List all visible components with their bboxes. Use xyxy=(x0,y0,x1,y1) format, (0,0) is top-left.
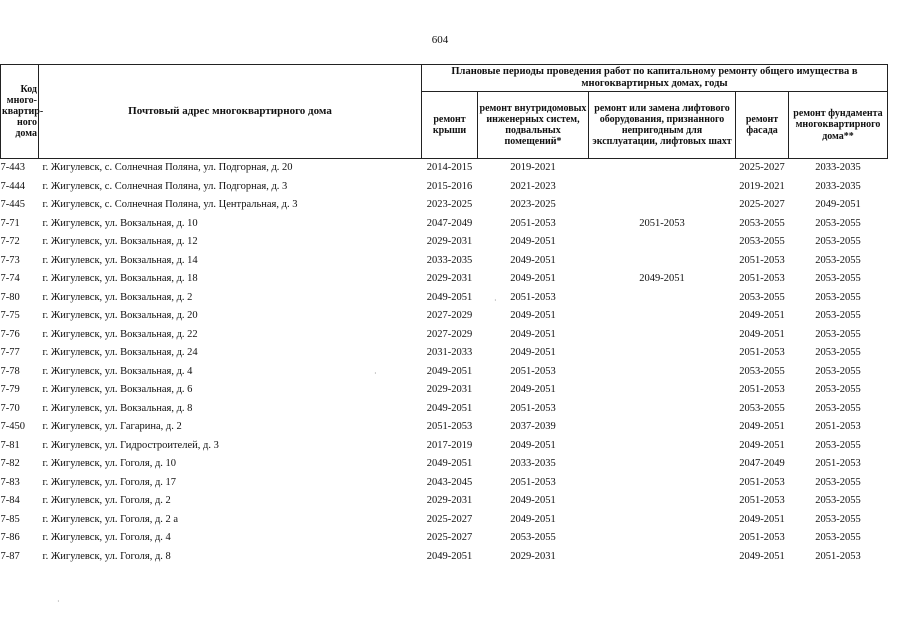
table-row xyxy=(1,252,888,271)
cell-elevator xyxy=(589,418,736,437)
cell-code: 7-84 xyxy=(0,495,20,506)
cell-elevator xyxy=(589,196,736,215)
header-code-line: Код xyxy=(20,83,37,95)
cell-foundation: 2053-2055 xyxy=(815,328,861,340)
cell-systems: 2049-2051 xyxy=(510,328,556,340)
cell-facade: 2025-2027 xyxy=(739,199,785,210)
cell-elevator xyxy=(589,492,736,511)
cell-code: 7-445 xyxy=(0,199,25,210)
cell-roof: 2047-2049 xyxy=(426,217,473,229)
cell-address: г. Жигулевск, с. Солнечная Поляна, ул. Подгорная, д. 20 xyxy=(42,162,293,173)
table-row xyxy=(1,418,888,437)
header-code-line: квартир- xyxy=(2,105,44,117)
header-code xyxy=(1,65,44,159)
cell-roof: 2025-2027 xyxy=(426,532,473,543)
cell-foundation: 2053-2055 xyxy=(815,347,861,358)
cell-systems: 2051-2053 xyxy=(510,402,556,414)
cell-facade: 2051-2053 xyxy=(739,532,785,543)
cell-code: 7-79 xyxy=(0,384,20,395)
scan-speck: · xyxy=(57,597,60,606)
cell-roof: 2029-2031 xyxy=(426,384,473,395)
cell-roof: 2025-2027 xyxy=(426,513,473,525)
cell-systems: 2037-2039 xyxy=(510,421,556,432)
cell-systems: 2049-2051 xyxy=(510,439,556,451)
cell-foundation: 2053-2055 xyxy=(815,402,861,414)
table-row xyxy=(1,233,888,252)
cell-facade: 2049-2051 xyxy=(739,310,785,321)
cell-code: 7-73 xyxy=(0,254,20,266)
cell-address: г. Жигулевск, ул. Вокзальная, д. 22 xyxy=(42,328,198,340)
table-row xyxy=(1,344,888,363)
cell-elevator xyxy=(589,381,736,400)
header-foundation: ремонт фундамента многоквартирного дома** xyxy=(789,92,888,159)
capital-repair-table xyxy=(0,64,888,566)
cell-address: г. Жигулевск, ул. Вокзальная, д. 12 xyxy=(42,236,198,247)
cell-facade: 2049-2051 xyxy=(739,513,785,525)
table-row xyxy=(1,289,888,308)
cell-facade: 2047-2049 xyxy=(739,458,785,469)
cell-systems: 2049-2051 xyxy=(510,310,556,321)
cell-elevator xyxy=(589,529,736,548)
cell-foundation: 2053-2055 xyxy=(815,291,861,303)
cell-foundation: 2053-2055 xyxy=(815,384,861,395)
cell-roof: 2049-2051 xyxy=(426,458,473,469)
header-facade: ремонт фасада xyxy=(736,92,789,159)
cell-address: г. Жигулевск, ул. Гоголя, д. 2 а xyxy=(42,513,179,525)
cell-elevator xyxy=(589,344,736,363)
cell-elevator: 2051-2053 xyxy=(639,217,685,229)
table-row xyxy=(1,363,888,382)
cell-roof: 2014-2015 xyxy=(426,162,473,173)
cell-address: г. Жигулевск, ул. Гидростроителей, д. 3 xyxy=(42,439,219,451)
header-address: Почтовый адрес многоквартирного дома xyxy=(39,65,422,159)
cell-foundation: 2051-2053 xyxy=(815,458,861,469)
cell-address: г. Жигулевск, ул. Вокзальная, д. 20 xyxy=(42,310,198,321)
table-row xyxy=(1,400,888,419)
cell-code: 7-74 xyxy=(0,273,20,284)
table-row xyxy=(1,455,888,474)
scan-speck: · xyxy=(494,296,497,305)
cell-foundation: 2053-2055 xyxy=(815,310,861,321)
cell-code: 7-75 xyxy=(0,310,20,321)
cell-code: 7-76 xyxy=(0,328,20,340)
cell-roof: 2049-2051 xyxy=(426,402,473,414)
cell-facade: 2053-2055 xyxy=(739,402,785,414)
cell-foundation: 2053-2055 xyxy=(815,217,861,229)
cell-address: г. Жигулевск, ул. Гагарина, д. 2 xyxy=(42,421,182,432)
cell-code: 7-71 xyxy=(0,217,20,229)
cell-elevator xyxy=(589,159,736,178)
cell-facade: 2049-2051 xyxy=(739,328,785,340)
cell-foundation: 2053-2055 xyxy=(815,273,861,284)
table-row xyxy=(1,159,888,178)
cell-foundation: 2053-2055 xyxy=(815,439,861,451)
cell-address: г. Жигулевск, ул. Вокзальная, д. 6 xyxy=(42,384,193,395)
cell-facade: 2019-2021 xyxy=(739,180,785,192)
header-elevator: ремонт или замена лифтового оборудования, признанного непригодным для эксплуатации, лифтовых шахт xyxy=(589,92,736,159)
table-row xyxy=(1,381,888,400)
cell-roof: 2043-2045 xyxy=(426,476,473,488)
table-row xyxy=(1,178,888,197)
header-code-line: дома xyxy=(15,128,37,140)
cell-elevator xyxy=(589,511,736,530)
cell-foundation: 2051-2053 xyxy=(815,421,861,432)
cell-foundation: 2049-2051 xyxy=(815,199,861,210)
cell-address: г. Жигулевск, ул. Гоголя, д. 8 xyxy=(42,550,171,562)
cell-address: г. Жигулевск, ул. Вокзальная, д. 10 xyxy=(42,217,198,229)
cell-facade: 2053-2055 xyxy=(739,291,785,303)
table-row xyxy=(1,437,888,456)
cell-elevator xyxy=(589,474,736,493)
cell-roof: 2029-2031 xyxy=(426,236,473,247)
cell-code: 7-83 xyxy=(0,476,20,488)
cell-address: г. Жигулевск, ул. Вокзальная, д. 24 xyxy=(42,347,198,358)
table-row xyxy=(1,511,888,530)
table-row xyxy=(1,548,888,567)
cell-elevator xyxy=(589,326,736,345)
cell-code: 7-70 xyxy=(0,402,20,414)
cell-systems: 2021-2023 xyxy=(510,180,556,192)
cell-systems: 2049-2051 xyxy=(510,254,556,266)
cell-address: г. Жигулевск, ул. Вокзальная, д. 2 xyxy=(42,291,193,303)
cell-roof: 2029-2031 xyxy=(426,495,473,506)
cell-systems: 2049-2051 xyxy=(510,273,556,284)
cell-facade: 2051-2053 xyxy=(739,384,785,395)
cell-foundation: 2053-2055 xyxy=(815,236,861,247)
cell-systems: 2029-2031 xyxy=(510,550,556,562)
table-row xyxy=(1,196,888,215)
cell-elevator xyxy=(589,437,736,456)
cell-address: г. Жигулевск, ул. Гоголя, д. 2 xyxy=(42,495,171,506)
header-group-periods: Плановые периоды проведения работ по капитальному ремонту общего имущества в многоквартирных домах, годы xyxy=(422,65,888,92)
cell-foundation: 2053-2055 xyxy=(815,532,861,543)
table-row xyxy=(1,529,888,548)
cell-systems: 2049-2051 xyxy=(510,513,556,525)
cell-systems: 2051-2053 xyxy=(510,476,556,488)
cell-foundation: 2053-2055 xyxy=(815,254,861,266)
cell-facade: 2051-2053 xyxy=(739,347,785,358)
cell-address: г. Жигулевск, ул. Гоголя, д. 17 xyxy=(42,476,177,488)
cell-facade: 2051-2053 xyxy=(739,254,785,266)
cell-foundation: 2053-2055 xyxy=(815,365,861,377)
cell-code: 7-450 xyxy=(0,421,25,432)
cell-systems: 2051-2053 xyxy=(510,217,556,229)
cell-roof: 2033-2035 xyxy=(426,254,473,266)
cell-elevator xyxy=(589,289,736,308)
table-row xyxy=(1,492,888,511)
cell-foundation: 2051-2053 xyxy=(815,550,861,562)
cell-systems: 2049-2051 xyxy=(510,236,556,247)
cell-foundation: 2053-2055 xyxy=(815,495,861,506)
cell-elevator xyxy=(589,363,736,382)
cell-address: г. Жигулевск, ул. Вокзальная, д. 8 xyxy=(42,402,193,414)
cell-facade: 2049-2051 xyxy=(739,550,785,562)
cell-foundation: 2033-2035 xyxy=(815,162,861,173)
cell-code: 7-78 xyxy=(0,365,20,377)
cell-address: г. Жигулевск, с. Солнечная Поляна, ул. Подгорная, д. 3 xyxy=(42,180,288,192)
cell-systems: 2053-2055 xyxy=(510,532,556,543)
cell-roof: 2015-2016 xyxy=(426,180,473,192)
cell-systems: 2049-2051 xyxy=(510,384,556,395)
cell-elevator xyxy=(589,548,736,567)
cell-foundation: 2053-2055 xyxy=(815,476,861,488)
table-row xyxy=(1,270,888,289)
cell-facade: 2049-2051 xyxy=(739,439,785,451)
cell-systems: 2049-2051 xyxy=(510,495,556,506)
cell-systems: 2051-2053 xyxy=(510,291,556,303)
cell-facade: 2049-2051 xyxy=(739,421,785,432)
table-body xyxy=(1,159,888,567)
cell-address: г. Жигулевск, ул. Вокзальная, д. 14 xyxy=(42,254,198,266)
cell-roof: 2029-2031 xyxy=(426,273,473,284)
header-roof: ремонт крыши xyxy=(422,92,478,159)
header-systems: ремонт внутридомовых инженерных систем, подвальных помещений* xyxy=(478,92,589,159)
cell-address: г. Жигулевск, ул. Вокзальная, д. 4 xyxy=(42,365,193,377)
cell-facade: 2053-2055 xyxy=(739,365,785,377)
cell-roof: 2017-2019 xyxy=(426,439,473,451)
cell-systems: 2033-2035 xyxy=(510,458,556,469)
cell-code: 7-81 xyxy=(0,439,20,451)
cell-elevator xyxy=(589,455,736,474)
cell-facade: 2053-2055 xyxy=(739,217,785,229)
cell-elevator: 2049-2051 xyxy=(639,273,685,284)
cell-foundation: 2033-2035 xyxy=(815,180,861,192)
cell-foundation: 2053-2055 xyxy=(815,513,861,525)
cell-code: 7-80 xyxy=(0,291,20,303)
page-number: 604 xyxy=(431,34,449,46)
cell-address: г. Жигулевск, ул. Вокзальная, д. 18 xyxy=(42,273,198,284)
cell-address: г. Жигулевск, ул. Гоголя, д. 10 xyxy=(42,458,177,469)
cell-roof: 2051-2053 xyxy=(426,421,473,432)
cell-facade: 2025-2027 xyxy=(739,162,785,173)
cell-code: 7-87 xyxy=(0,550,20,562)
scan-speck: · xyxy=(374,369,377,378)
table-row xyxy=(1,307,888,326)
header-code-line: ного xyxy=(16,117,37,129)
cell-facade: 2051-2053 xyxy=(739,495,785,506)
cell-code: 7-444 xyxy=(0,180,25,192)
header-code-lines xyxy=(2,83,44,140)
cell-roof: 2031-2033 xyxy=(426,347,473,358)
header-row-group xyxy=(1,65,888,92)
cell-elevator xyxy=(589,252,736,271)
cell-roof: 2027-2029 xyxy=(426,328,473,340)
cell-facade: 2051-2053 xyxy=(739,476,785,488)
cell-facade: 2051-2053 xyxy=(739,273,785,284)
cell-roof: 2027-2029 xyxy=(426,310,473,321)
header-code-line: много- xyxy=(6,94,37,106)
cell-systems: 2051-2053 xyxy=(510,365,556,377)
cell-systems: 2019-2021 xyxy=(510,162,556,173)
cell-address: г. Жигулевск, ул. Гоголя, д. 4 xyxy=(42,532,171,543)
cell-elevator xyxy=(589,178,736,197)
cell-code: 7-86 xyxy=(0,532,20,543)
cell-roof: 2049-2051 xyxy=(426,365,473,377)
cell-roof: 2023-2025 xyxy=(426,199,473,210)
cell-elevator xyxy=(589,233,736,252)
cell-code: 7-82 xyxy=(0,458,20,469)
cell-code: 7-85 xyxy=(0,513,20,525)
cell-elevator xyxy=(589,400,736,419)
cell-address: г. Жигулевск, с. Солнечная Поляна, ул. Центральная, д. 3 xyxy=(42,199,298,210)
cell-roof: 2049-2051 xyxy=(426,291,473,303)
cell-systems: 2049-2051 xyxy=(510,347,556,358)
cell-facade: 2053-2055 xyxy=(739,236,785,247)
cell-code: 7-77 xyxy=(0,347,20,358)
cell-systems: 2023-2025 xyxy=(510,199,556,210)
cell-code: 7-443 xyxy=(0,162,25,173)
cell-code: 7-72 xyxy=(0,236,20,247)
table-row xyxy=(1,215,888,234)
cell-roof: 2049-2051 xyxy=(426,550,473,562)
table-row xyxy=(1,474,888,493)
table-row xyxy=(1,326,888,345)
cell-elevator xyxy=(589,307,736,326)
